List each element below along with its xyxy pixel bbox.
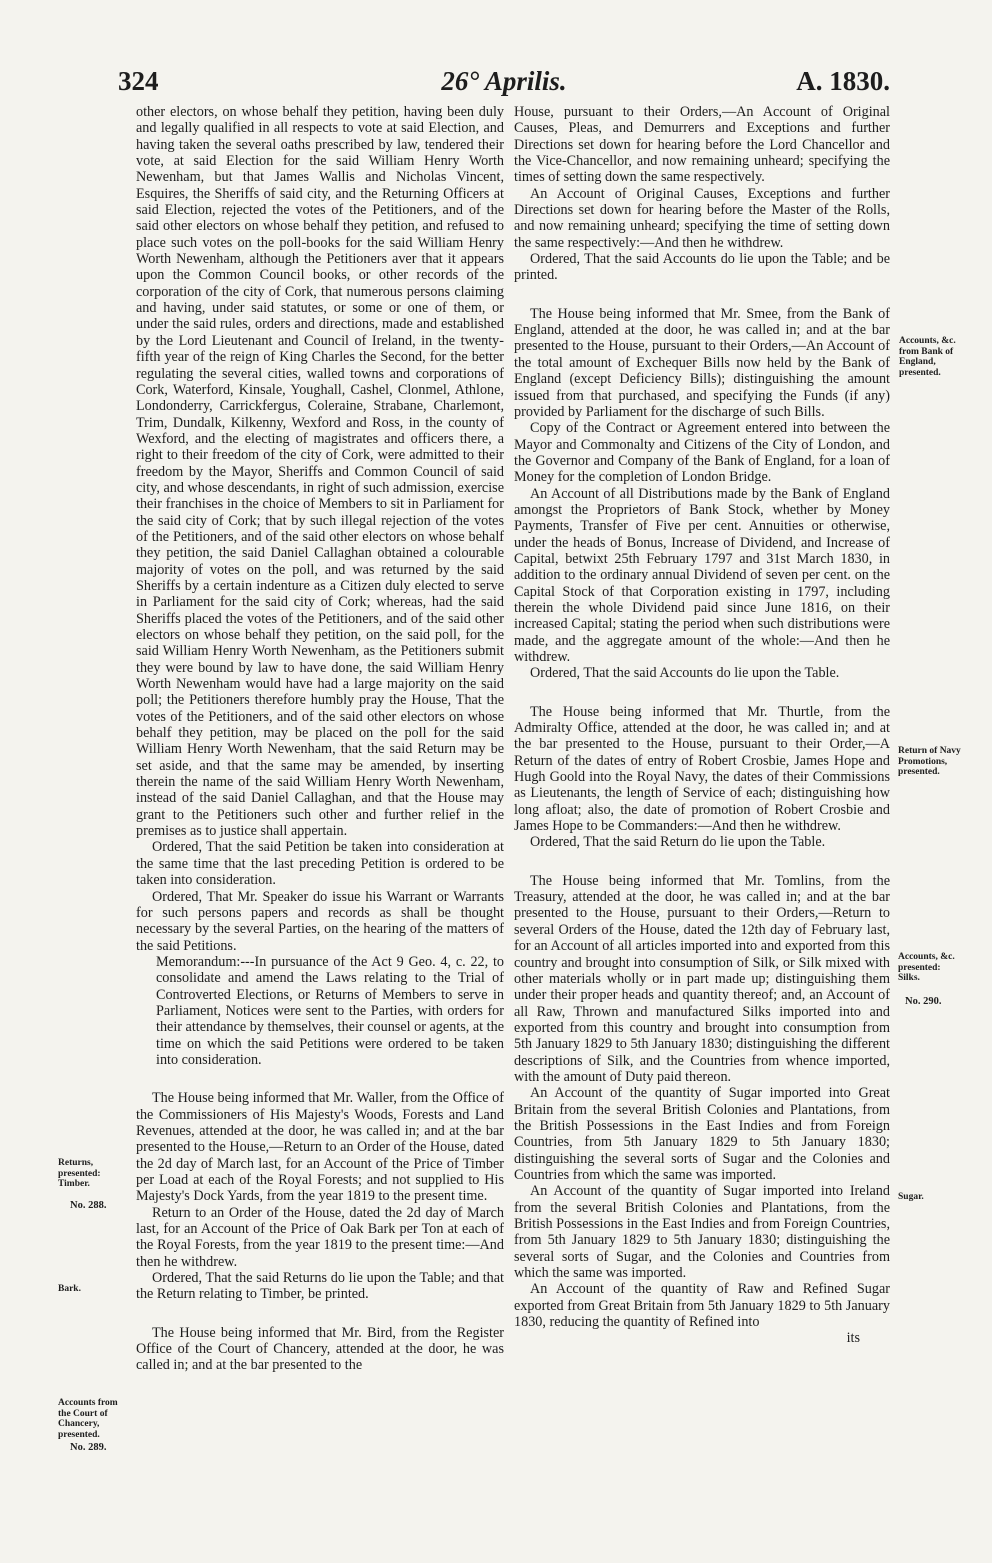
paragraph: An Account of Original Causes, Exceptions and further Directions set down for hearing before the Master of the Rolls, and now remaining unheard; specifying the time of setting down the same respectively:—And then he withdrew. [514,185,890,251]
paragraph: The House being informed that Mr. Thurtle, from the Admiralty Office, attended at the door, he was called in; and at the bar presented to the House, pursuant to their Order,—A Return of the dates of entry of Robert Crosbie, James Hope and Hugh Goold into the Royal Navy, the dates of their Commissions as Lieutenants, the length of Service of each; distinguishing how long afloat; also, the date of promotion of Robert Crosbie and James Hope to be Commanders:—And then he withdrew. [514,703,890,835]
paragraph: An Account of all Distributions made by the Bank of England amongst the Proprietors of Bank Stock, whether by Money Payments, Transfer of Five per cent. Annuities or otherwise, under the heads of Bonus, Increase of Dividend, and Increase of Capital, betwixt 25th February 1797 and 31st March 1830, in addition to the ordinary annual Dividend of seven per cent. on the Capital Stock of that Corporation existing in 1797, including therein the whole Dividend paid since June 1816, on their increased Capital; stating the period when such distributions were made, and the aggregate amount of the whole:—And then he withdrew. [514,485,890,665]
margin-note-silks: Accounts, &c. presented: Silks. [898,952,955,983]
section-gap [136,1068,504,1090]
page-year: A. 1830. [796,66,890,96]
paragraph: Ordered, That the said Accounts do lie upon the Table; and be printed. [514,251,890,284]
margin-note-bank: Accounts, &c. from Bank of England, presented. [899,336,956,378]
paragraph: Return to an Order of the House, dated the 2d day of March last, for an Account of the Price of Oak Bark per Ton at each of the Royal Forests, from the year 1819 to the present time:—And then he withdrew. [136,1204,504,1270]
paragraph: The House being informed that Mr. Waller, from the Office of the Commissioners of His Majesty's Woods, Forests and Land Revenues, attended at the door, he was called in; and at the bar presented to the House,—Return to an Order of the House, dated the 2d day of March last, for an Account of the Price of Timber per Load at each of the Royal Forests; and not supplied to His Majesty's Dock Yards, from the year 1819 to the present time. [136,1090,504,1205]
left-column [136,104,504,1374]
margin-number-290: No. 290. [905,996,942,1007]
page-header [118,66,890,100]
paragraph: Ordered, That the said Returns do lie upon the Table; and that the Return relating to Timber, be printed. [136,1270,504,1303]
margin-note-bark: Bark. [58,1284,81,1294]
catchword: its [846,1330,860,1347]
paragraph: The House being informed that Mr. Tomlins, from the Treasury, attended at the door, he was called in; and at the bar presented to the House, pursuant to their Orders,—Return to several Orders of the House, dated the 12th day of February last, for an Account of all articles imported into and exported from this country and brought into consumption of Silk, or Silk mixed with other materials wholly or in part made up; distinguishing them under their proper heads and quantity thereof; and, an Account of all Raw, Thrown and manufactured Silks imported into and exported from this country and brought into consumption from 5th January 1829 to 5th January 1830; distinguishing the different descriptions of Silk, and the Countries from whence imported, with the amount of Duty paid thereon. [514,872,890,1085]
margin-note-chancery: Accounts from the Court of Chancery, presented. [58,1398,118,1440]
margin-note-timber: Returns, presented: Timber. [58,1158,101,1189]
margin-number-288: No. 288. [70,1200,107,1211]
paragraph: Ordered, That Mr. Speaker do issue his Warrant or Warrants for such persons papers and records as shall be thought necessary by the several Parties, on the hearing of the matters of the said Petitions. [136,888,504,954]
right-column [514,104,890,1347]
memorandum: Memorandum:---In pursuance of the Act 9 Geo. 4, c. 22, to consolidate and amend the Laws relating to the Trial of Controverted Elections, or Returns of Members to serve in Parliament, Notices were sent to the Parties, with orders for their attendance by themselves, their counsel or agents, at the time on which the said Petitions were ordered to be taken into consideration. [156,953,504,1068]
paragraph: An Account of the quantity of Sugar imported into Great Britain from the several British Colonies and Plantations, from the British Possessions in the East Indies and from Foreign Countries, from 5th January 1829 to 5th January 1830; distinguishing the several sorts of Sugar and the Colonies and Countries from which the same was imported. [514,1085,890,1183]
paragraph: House, pursuant to their Orders,—An Account of Original Causes, Pleas, and Demurrers and Exceptions and further Directions set down for hearing before the Lord Chancellor and the Vice-Chancellor, and now remaining unheard; specifying the times of setting down the same respectively. [514,104,890,186]
paragraph: Copy of the Contract or Agreement entered into between the Mayor and Commonalty and Citizens of the City of London, and the Governor and Company of the Bank of England, for a loan of Money for the completion of London Bridge. [514,420,890,486]
paragraph: Ordered, That the said Return do lie upon the Table. [530,834,826,851]
page-date: 26° Aprilis. [441,66,567,96]
paragraph: An Account of the quantity of Raw and Refined Sugar exported from Great Britain from 5th January 1829 to 5th January 1830, reducing the quantity of Refined into [514,1281,890,1331]
paragraph: An Account of the quantity of Sugar imported into Ireland from the several British Colonies and Plantations, from the British Possessions in the East Indies and from Foreign Countries, from 5th January 1829 to 5th January 1830; distinguishing the several sorts of Sugar, and the Colonies and Countries from which the same was imported. [514,1183,890,1282]
section-gap [514,682,890,704]
margin-number-289: No. 289. [70,1442,107,1453]
section-gap [514,284,890,306]
paragraph: Ordered, That the said Accounts do lie upon the Table. [530,665,840,682]
paragraph: The House being informed that Mr. Smee, from the Bank of England, attended at the door, he was called in; and at the bar presented to the House, pursuant to their Orders,—An Account of the total amount of Exchequer Bills now held by the Bank of England (except Deficiency Bills); distinguishing the amount issued from that purchased, and specifying the Funds (if any) provided by Parliament for the discharge of such Bills. [514,305,890,420]
section-gap [136,1303,504,1325]
margin-note-sugar: Sugar. [898,1192,924,1202]
paragraph: other electors, on whose behalf they petition, having been duly and legally qualified in all respects to vote at said Election, and having taken the several oaths prescribed by law, tendered their vote, at said Election for the said William Henry Worth Newenham, but that James Wallis and Nicholas Vincent, Esquires, the Sheriffs of said city, and the Returning Officers at said Election, rejected the votes of the Petitioners, and of the said other electors on whose behalf they petition, and refused to place such votes on the poll-books for the said William Henry Worth Newenham, although the Petitioners aver that it appears upon the Common Council books, or other records of the corporation of the city of Cork, that numerous persons claiming and having, under said statutes, or some or one of them, or under the said rules, orders and directions, made and established by the Lord Lieutenant and Council of Ireland, in the twenty-fifth year of the reign of King Charles the Second, for the better regulating the several cities, walled towns and corporations of Cork, Waterford, Kinsale, Youghall, Cashel, Clonmel, Athlone, Londonderry, Carrickfergus, Coleraine, Strabane, Charlemont, Trim, Dundalk, Kilkenny, Wexford and Ross, in the county of Wexford, and the electing of magistrates and officers there, a right to their freedom of the city of Cork, were admitted to their freedom by the Mayor, Sheriffs and Common Council of said city, and whose descendants, in right of such admission, exercise their franchises in the choice of Members to sit in Parliament for the said city of Cork; that by such illegal rejection of the votes of the Petitioners, and of the said other electors on whose behalf they petition, the said Daniel Callaghan obtained a colourable majority of votes on the poll, and was returned by the said Sheriffs by a certain indenture as a Citizen duly elected to serve in Parliament for the said city of Cork; whereas, had the said Sheriffs placed the votes of the Petitioners, and of the said other electors on whose behalf they petition, on the said poll, for the said William Henry Worth Newenham, as the Petitioners submit they were bound by law to have done, the said William Henry Worth Newenham would have had a large majority on the said poll; the Petitioners therefore humbly pray the House, That the votes of the Petitioners, and of the said other electors on whose behalf they petition, may be placed on the poll for the said William Henry Worth Newenham, that the said Return may be set aside, and that the same may be amended, by inserting therein the name of the said William Henry Worth Newenham, instead of the said Daniel Callaghan, and that the House may grant to the Petitioners such other and further relief in the premises as to justice shall appertain. [136,104,504,840]
paragraph: The House being informed that Mr. Bird, from the Register Office of the Court of Chancery, attended at the door, he was called in; and at the bar presented to the [136,1324,504,1374]
section-gap [514,851,890,873]
margin-note-navy: Return of Navy Promotions, presented. [898,746,961,777]
page-number: 324 [118,66,159,96]
paragraph: Ordered, That the said Petition be taken into consideration at the same time that the last preceding Petition is ordered to be taken into consideration. [136,839,504,889]
